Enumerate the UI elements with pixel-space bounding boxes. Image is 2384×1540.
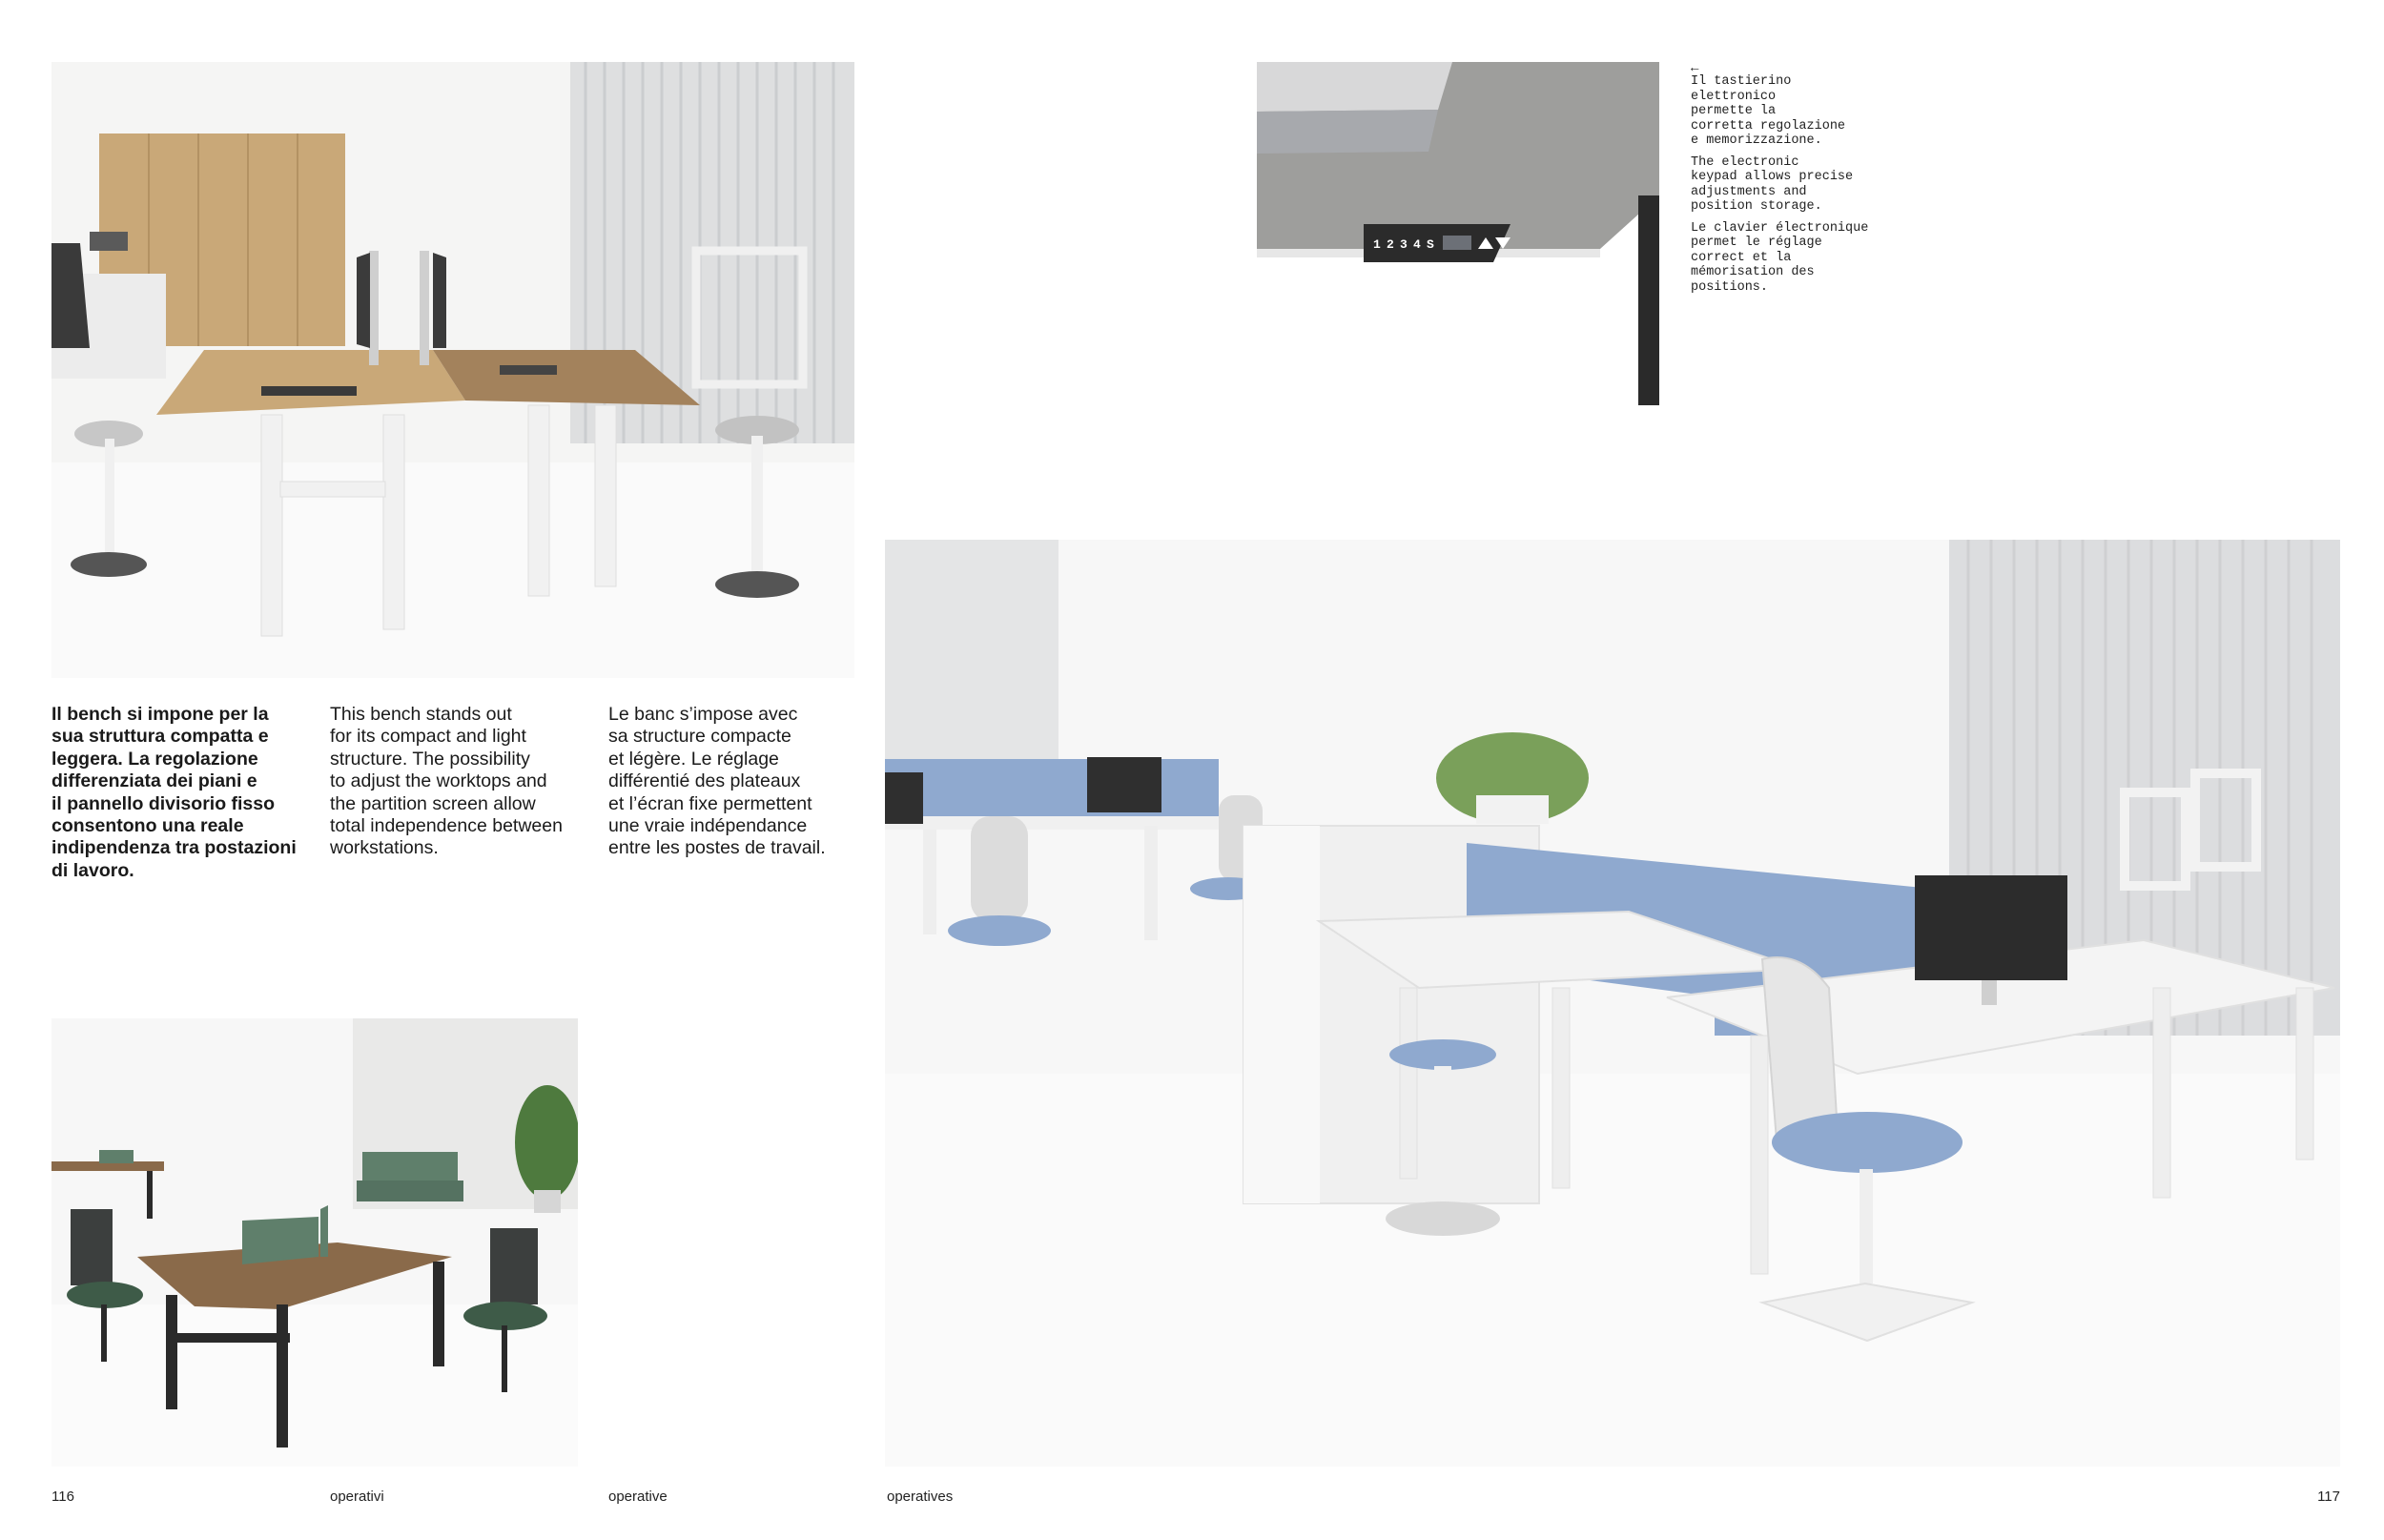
keypad-digit-s: S bbox=[1427, 237, 1434, 252]
keypad-digit-2: 2 bbox=[1387, 237, 1394, 252]
photo-bench-oak-desks bbox=[51, 62, 854, 678]
arrow-left-icon: ← bbox=[1691, 61, 1699, 76]
body-text-french: Le banc s’impose avec sa structure compacte et légère. Le réglage différentié des plateaux et l’écran fixe permettent une vraie indépendance entre les postes de travail. bbox=[608, 704, 826, 859]
body-text-english: This bench stands out for its compact and light structure. The possibility to adjust the worktops and the partition screen allow total independence between workstations. bbox=[330, 704, 563, 859]
section-label-english: operative bbox=[608, 1489, 668, 1505]
section-label-french: operatives bbox=[887, 1489, 954, 1505]
keypad-caption bbox=[1691, 63, 1881, 301]
keypad-digit-3: 3 bbox=[1400, 237, 1408, 252]
photo-bench-white-desks-blue-screens bbox=[885, 540, 2340, 1467]
body-text-italian: Il bench si impone per la sua struttura compatta e leggera. La regolazione differenziata dei piani e il pannello divisorio fisso consentono una reale indipendenza tra postazioni di lavoro. bbox=[51, 704, 297, 881]
page-number-right: 117 bbox=[2317, 1489, 2340, 1505]
page-number-left: 116 bbox=[51, 1489, 74, 1505]
photo-keypad-detail bbox=[1257, 62, 1659, 405]
section-label-italian: operativi bbox=[330, 1489, 384, 1505]
caption-italian: Il tastierino elettronico permette la corretta regolazione e memorizzazione. bbox=[1691, 74, 1846, 148]
caption-english: The electronic keypad allows precise adjustments and position storage. bbox=[1691, 154, 1854, 214]
photo-bench-walnut-desks bbox=[51, 1018, 578, 1467]
caption-french: Le clavier électronique permet le réglage correct et la mémorisation des positions. bbox=[1691, 220, 1869, 295]
keypad-digit-4: 4 bbox=[1413, 237, 1421, 252]
keypad-digit-1: 1 bbox=[1373, 237, 1381, 252]
